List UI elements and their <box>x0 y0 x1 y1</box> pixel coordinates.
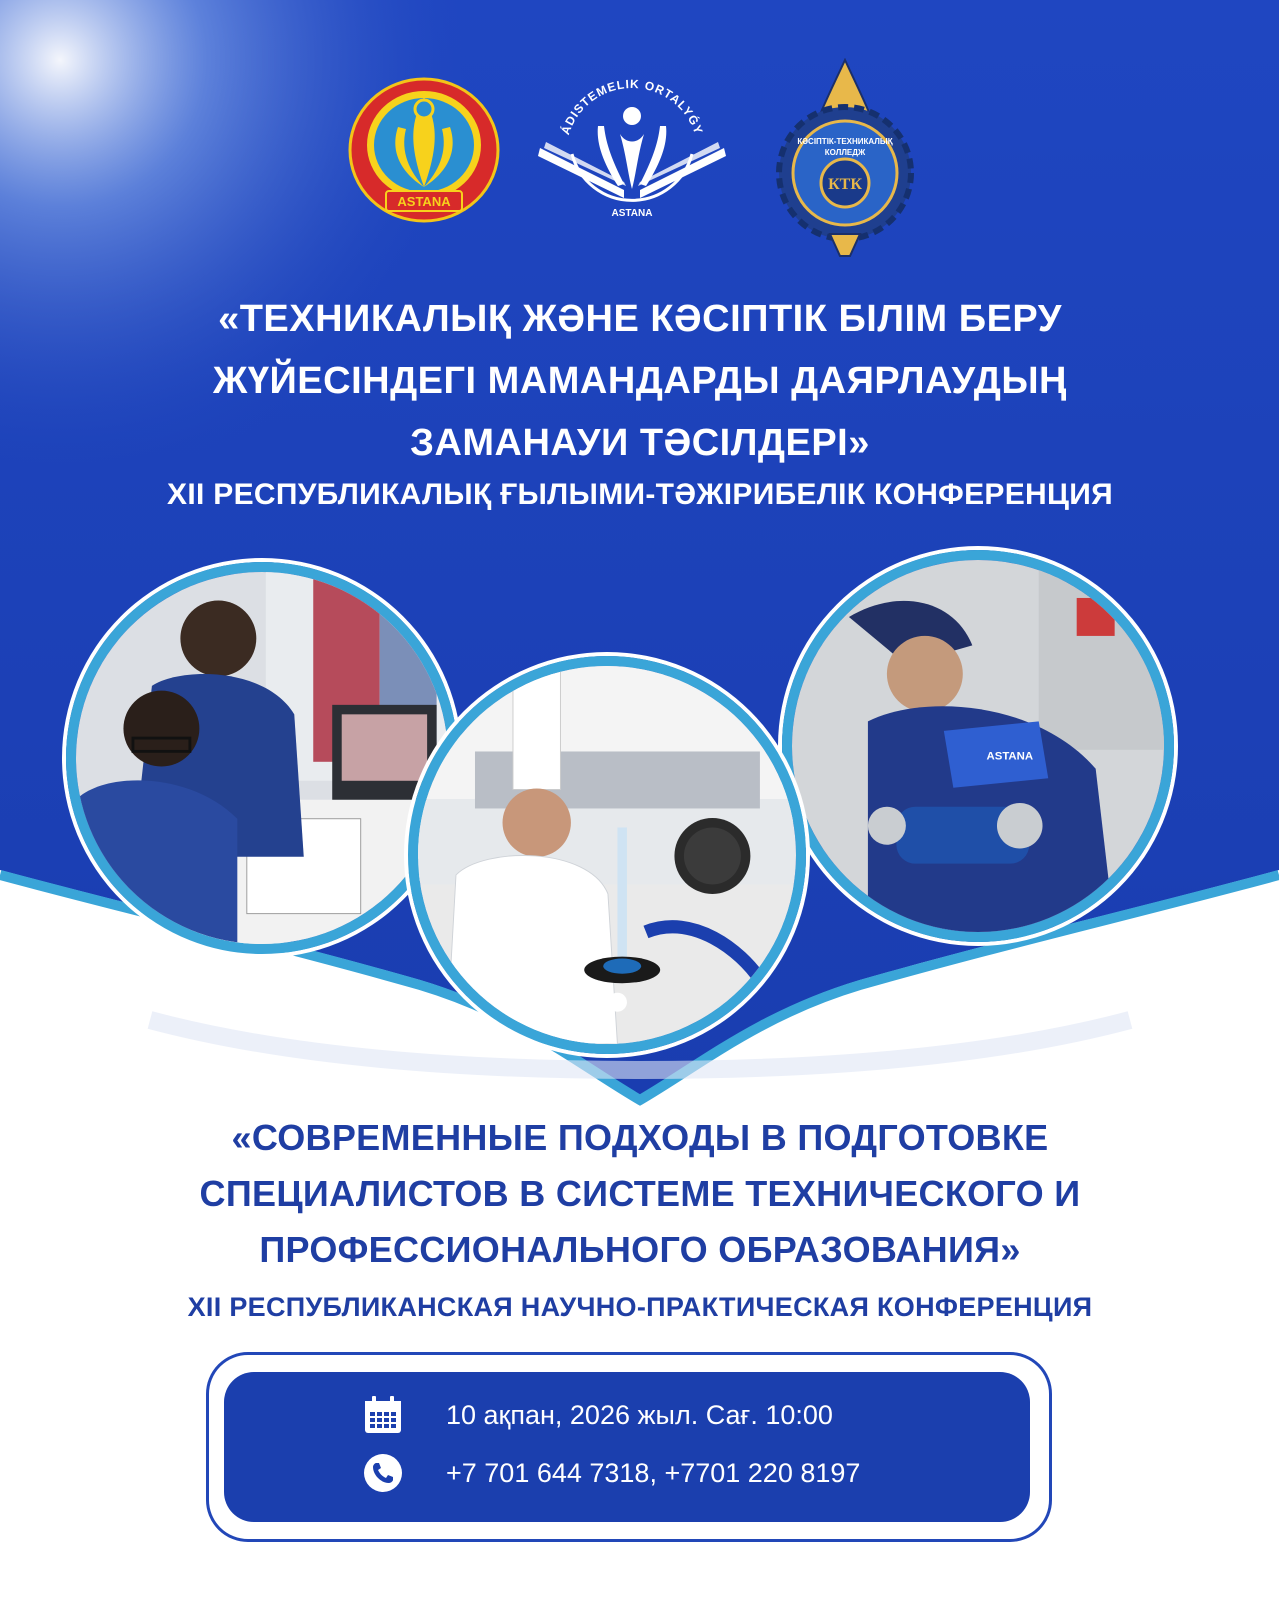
title-kazakh-line-2: ЖҮЙЕСІНДЕГІ МАМАНДАРДЫ ДАЯРЛАУДЫҢ <box>213 360 1067 402</box>
photo-worker-tools <box>782 550 1174 942</box>
worker-jacket-text: ASTANA <box>986 750 1034 763</box>
calendar-icon <box>362 1394 404 1436</box>
title-russian-line-1: «СОВРЕМЕННЫЕ ПОДХОДЫ В ПОДГОТОВКЕ <box>231 1117 1049 1158</box>
date-row <box>362 1394 833 1436</box>
adistemelik-logo <box>532 64 732 222</box>
astana-emblem-text: ASTANA <box>397 194 451 209</box>
phone-row <box>362 1452 860 1494</box>
title-kazakh-line-1: «ТЕХНИКАЛЫҚ ЖӘНЕ КӘСІПТІК БІЛІМ БЕРУ <box>218 298 1062 340</box>
adistemelik-bottom-text: ASTANA <box>611 208 653 219</box>
college-monogram: КТК <box>828 176 862 193</box>
title-russian <box>60 1110 1220 1278</box>
photo-chef-lab <box>408 656 806 1054</box>
subtitle-russian: XII РЕСПУБЛИКАНСКАЯ НАУЧНО-ПРАКТИЧЕСКАЯ КОНФЕРЕНЦИЯ <box>187 1292 1093 1322</box>
phone-text[interactable]: +7 701 644 7318, +7701 220 8197 <box>446 1457 861 1488</box>
phone-icon <box>362 1452 404 1494</box>
svg-text:ÁDISTEMELIK ORTALYǴY <box>557 77 706 137</box>
title-kazakh <box>60 288 1220 474</box>
college-text-bottom: КОЛЛЕДЖ <box>824 148 866 157</box>
title-russian-line-3: ПРОФЕССИОНАЛЬНОГО ОБРАЗОВАНИЯ» <box>259 1229 1021 1270</box>
college-text-top: КӘСІПТІК-ТЕХНИКАЛЫҚ <box>797 137 893 146</box>
date-text: 10 ақпан, 2026 жыл. Сағ. 10:00 <box>446 1399 833 1430</box>
astana-emblem-logo <box>348 77 500 223</box>
title-russian-line-2: СПЕЦИАЛИСТОВ В СИСТЕМЕ ТЕХНИЧЕСКОГО И <box>199 1173 1081 1214</box>
college-logo <box>770 58 920 258</box>
adistemelik-arc-text: ÁDISTEMELIK ORTALYǴY <box>558 76 706 137</box>
photo-students-computer <box>66 562 458 954</box>
subtitle-kazakh: XII РЕСПУБЛИКАЛЫҚ ҒЫЛЫМИ-ТӘЖІРИБЕЛІК КОНФЕРЕНЦИЯ <box>167 478 1113 511</box>
title-kazakh-line-3: ЗАМАНАУИ ТӘСІЛДЕРІ» <box>410 422 870 464</box>
